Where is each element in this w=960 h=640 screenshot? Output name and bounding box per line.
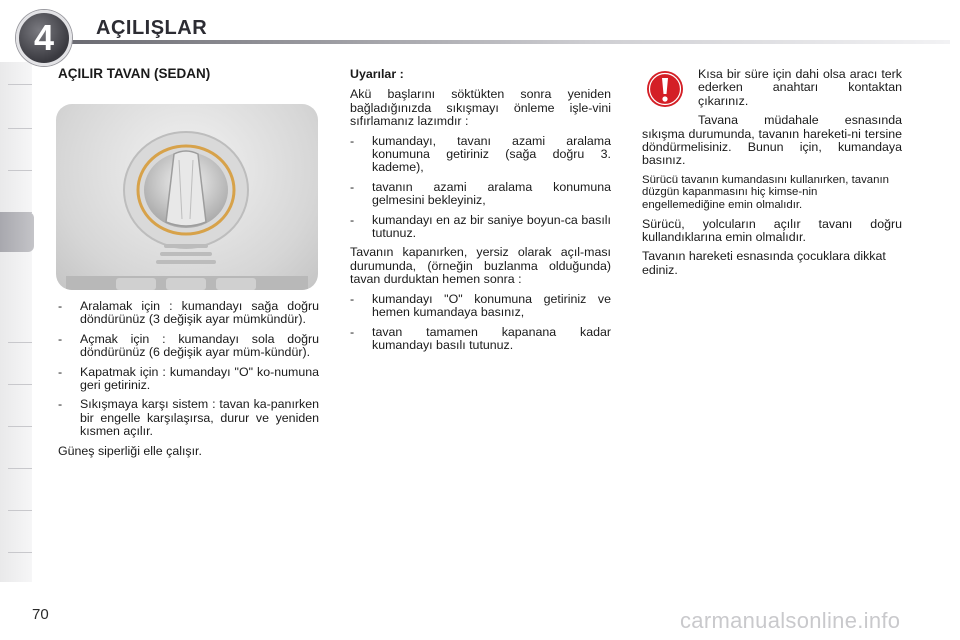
warning-paragraph-driver: Sürücü tavanın kumandasını kullanırken, tavanın düzgün kapanmasını hiç kimse-nin engellemediğine emin olmalıdır. — [642, 173, 889, 212]
tab-divider — [8, 84, 32, 85]
list-item-text: Açmak için : kumandayı sola doğru döndürünüz (6 değişik ayar müm-kündür). — [80, 331, 319, 360]
bullet-dash: - — [58, 299, 63, 313]
bullet-dash: - — [350, 291, 355, 306]
bullet-dash: - — [350, 133, 355, 148]
chapter-title: AÇILIŞLAR — [96, 17, 208, 39]
warning-paragraph-children: Tavanın hareketi esnasında çocuklara dikkat ediniz. — [642, 249, 886, 277]
page-header — [0, 0, 960, 58]
tab-divider — [8, 128, 32, 129]
bullet-dash: - — [58, 364, 63, 379]
tab-divider — [8, 510, 32, 511]
list-item — [58, 366, 319, 393]
warning-paragraph-pinch: Tavana müdahale esnasında sıkışma durumunda, tavanın hareketi-ni tersine döndürmelisiniz. Bunun için, kumandaya basınız. — [642, 113, 902, 168]
list-item-text: kumandayı, tavanı azami aralama konumuna getiriniz (sağa doğru 3. kademe), — [372, 133, 611, 175]
warnings-heading: Uyarılar : — [350, 67, 404, 81]
bullet-dash: - — [58, 331, 63, 346]
tab-divider — [8, 468, 32, 469]
list-item-text: tavanın azami aralama konumuna gelmesini bekleyiniz, — [372, 179, 611, 208]
header-rule — [70, 40, 950, 44]
tab-divider — [8, 342, 32, 343]
list-item — [58, 300, 319, 327]
warning-paragraph-passengers: Sürücü, yolcuların açılır tavanı doğru kullandıklarına emin olmalıdır. — [642, 216, 902, 245]
list-item-text: kumandayı "O" konumuna getiriniz ve hemen kumandaya basınız, — [372, 291, 611, 320]
list-item — [350, 293, 611, 320]
left-column — [58, 300, 319, 464]
watermark: carmanualsonline.info — [680, 608, 901, 633]
tab-divider — [8, 426, 32, 427]
list-item-text: Aralamak için : kumandayı sağa doğru döndürünüz (3 değişik ayar mümkündür). — [80, 299, 319, 327]
reopen-paragraph: Tavanın kapanırken, yersiz olarak açıl-ması durumunda, (örneğin buzlanma olduğunda) tavan durduktan hemen sonra : — [350, 245, 611, 287]
tab-divider — [8, 170, 32, 171]
reset-intro-paragraph: Akü başlarını söktükten sonra yeniden bağladığınızda sıkışmayı önleme işle-vini sıfırlamanız lazımdır : — [350, 87, 611, 129]
list-item-text: Kapatmak için : kumandayı "O" ko-numuna geri getiriniz. — [80, 364, 319, 393]
bullet-dash: - — [350, 179, 355, 194]
middle-column — [350, 68, 611, 358]
list-item-text: tavan tamamen kapanana kadar kumandayı basılı tutunuz. — [372, 324, 611, 352]
warning-paragraph-key: Kısa bir süre için dahi olsa aracı terk ederken anahtarı kontaktan çıkarınız. — [698, 67, 902, 108]
section-title: AÇILIR TAVAN (SEDAN) — [58, 66, 211, 81]
active-chapter-tab[interactable] — [0, 212, 34, 252]
tab-divider — [8, 384, 32, 385]
bullet-dash: - — [350, 212, 355, 227]
sunroof-control-photo — [56, 104, 318, 290]
list-item — [350, 326, 611, 353]
page-number: 70 — [32, 606, 49, 623]
bullet-dash: - — [58, 397, 63, 412]
tab-divider — [8, 552, 32, 553]
list-item — [350, 135, 611, 175]
right-column — [642, 68, 902, 283]
list-item — [350, 181, 611, 208]
list-item — [350, 214, 611, 241]
bullet-dash: - — [350, 324, 355, 339]
chapter-number-badge: 4 — [16, 10, 72, 66]
list-item — [58, 398, 319, 438]
list-item-text: kumandayı en az bir saniye boyun-ca basılı tutunuz. — [372, 212, 611, 241]
list-item-text: Sıkışmaya karşı sistem : tavan ka-panırken bir engelle karşılaşırsa, durur ve yeniden kısmen açılır. — [80, 397, 319, 439]
sun-visor-note: Güneş siperliği elle çalışır. — [58, 443, 202, 458]
chapter-tab-strip — [0, 62, 32, 582]
list-item — [58, 333, 319, 360]
